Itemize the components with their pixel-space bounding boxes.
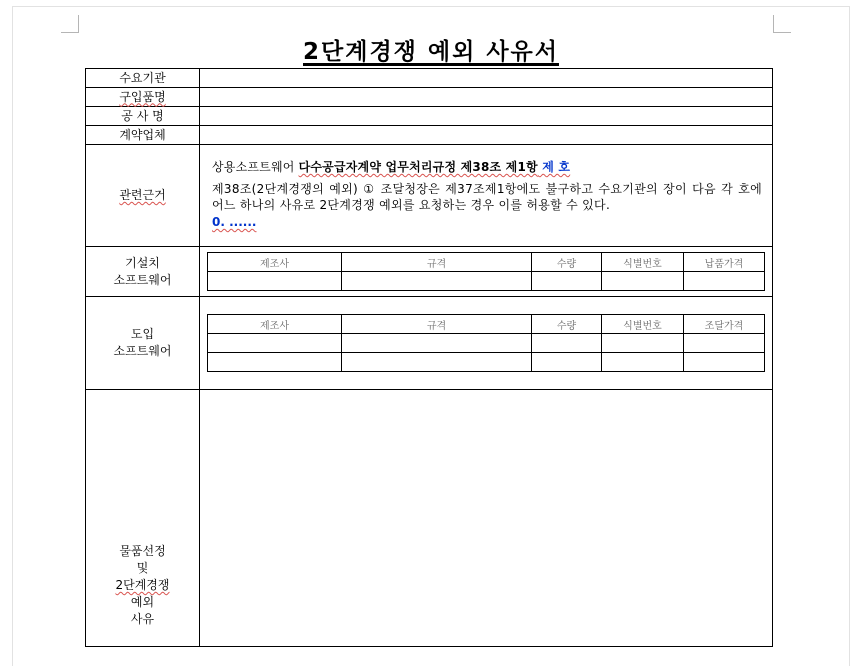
introduced-cell[interactable] — [532, 353, 602, 372]
introduced-cell[interactable] — [208, 353, 342, 372]
installed-header-quantity: 수량 — [532, 253, 602, 272]
introduced-software-table — [207, 314, 765, 372]
label-legal-basis: 관련근거 — [86, 145, 200, 247]
introduced-cell[interactable] — [602, 353, 684, 372]
label-project-name: 공 사 명 — [86, 107, 200, 126]
introduced-cell[interactable] — [684, 353, 765, 372]
table-row — [208, 334, 765, 353]
introduced-cell[interactable] — [684, 334, 765, 353]
field-project-name[interactable] — [200, 107, 773, 126]
page-margin-mark-top-left — [61, 15, 79, 33]
introduced-header-spec: 규격 — [342, 315, 532, 334]
label-installed-software: 기설치 소프트웨어 — [86, 247, 200, 297]
installed-header-manufacturer: 제조사 — [208, 253, 342, 272]
installed-cell[interactable] — [684, 272, 765, 291]
installed-header-delivery-price: 납품가격 — [684, 253, 765, 272]
introduced-cell[interactable] — [342, 334, 532, 353]
installed-software-table — [207, 252, 765, 291]
introduced-header-id-number: 식별번호 — [602, 315, 684, 334]
label-purchase-item: 구입품명 — [86, 88, 200, 107]
table-row — [208, 272, 765, 291]
installed-software-cell — [200, 247, 773, 297]
document-page — [12, 6, 850, 666]
label-demand-org: 수요기관 — [86, 69, 200, 88]
field-reason[interactable] — [200, 390, 773, 647]
legal-basis-article: 제38조(2단계경쟁의 예외) ① 조달청장은 제37조제1항에도 불구하고 수요기관의 장이 다음 각 호에 어느 하나의 사유로 2단계경쟁 예외를 요청하는 경우 이를 허용할 수 있다. — [212, 182, 762, 212]
introduced-header-manufacturer: 제조사 — [208, 315, 342, 334]
introduced-software-cell — [200, 297, 773, 390]
installed-cell[interactable] — [342, 272, 532, 291]
label-reason: 물품선정 및 2단계경쟁 예외 사유 — [86, 390, 200, 647]
introduced-cell[interactable] — [602, 334, 684, 353]
document-title: 2단계경쟁 예외 사유서 — [303, 39, 559, 65]
introduced-cell[interactable] — [208, 334, 342, 353]
introduced-cell[interactable] — [342, 353, 532, 372]
legal-basis-content[interactable] — [200, 145, 773, 247]
installed-header-id-number: 식별번호 — [602, 253, 684, 272]
legal-basis-heading: 상용소프트웨어 다수공급자계약 업무처리규정 제38조 제1항 제 호 — [212, 160, 571, 174]
introduced-header-procurement-price: 조달가격 — [684, 315, 765, 334]
field-contractor[interactable] — [200, 126, 773, 145]
introduced-header-quantity: 수량 — [532, 315, 602, 334]
field-demand-org[interactable] — [200, 69, 773, 88]
installed-cell[interactable] — [208, 272, 342, 291]
table-row — [208, 353, 765, 372]
field-purchase-item[interactable] — [200, 88, 773, 107]
label-introduced-software: 도입 소프트웨어 — [86, 297, 200, 390]
installed-cell[interactable] — [532, 272, 602, 291]
introduced-cell[interactable] — [532, 334, 602, 353]
page-margin-mark-top-right — [773, 15, 791, 33]
installed-cell[interactable] — [602, 272, 684, 291]
legal-basis-item-placeholder: 0. ...... — [212, 215, 257, 229]
installed-header-spec: 규격 — [342, 253, 532, 272]
exception-form-table — [85, 68, 773, 647]
label-contractor: 계약업체 — [86, 126, 200, 145]
